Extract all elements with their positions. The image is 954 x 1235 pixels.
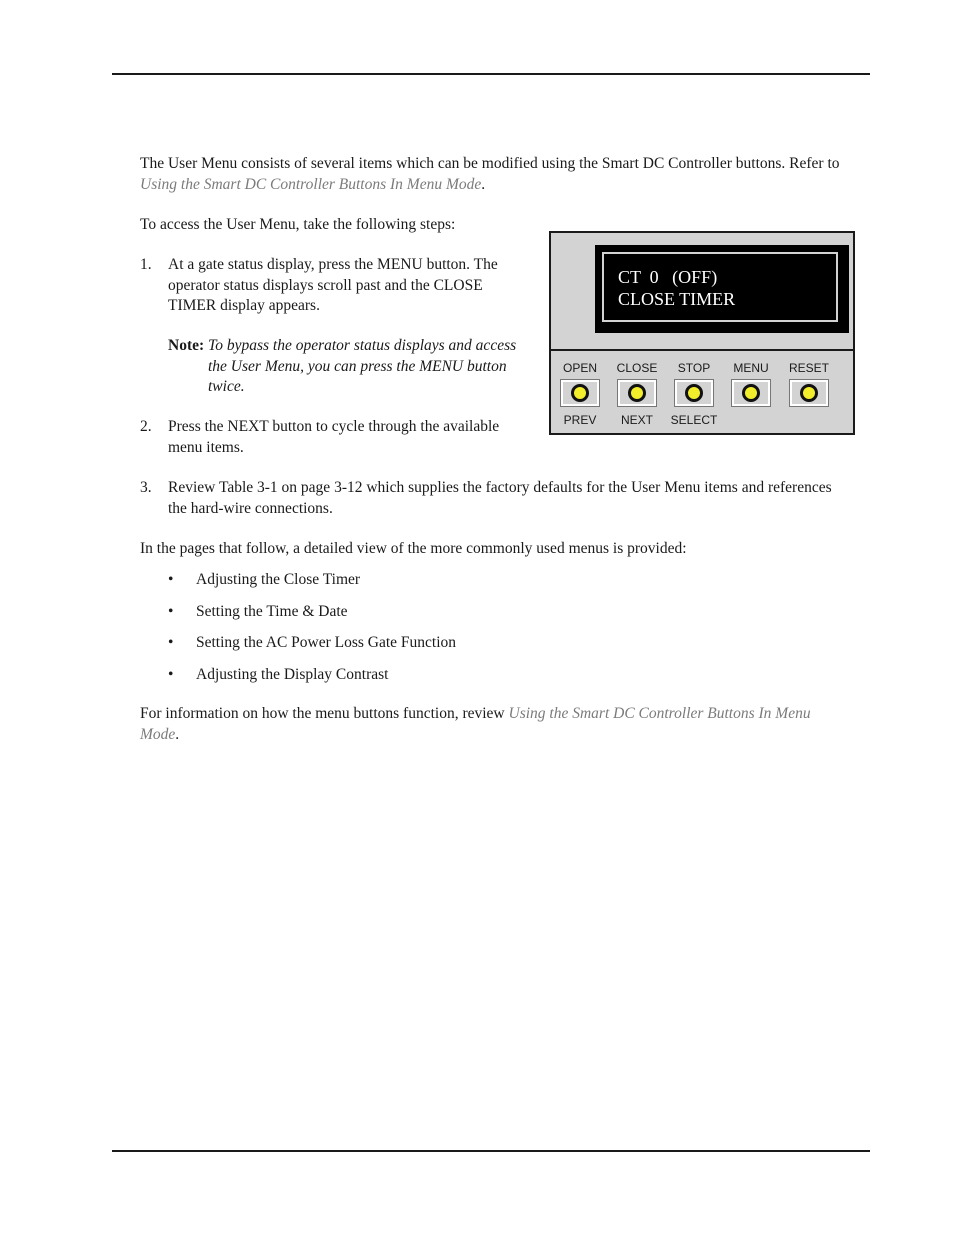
list-item: • Adjusting the Close Timer: [168, 571, 361, 588]
intro-text: The User Menu consists of several items which can be modified using the Smart DC Controller buttons. Refer to: [140, 155, 840, 172]
button-knob-icon: [571, 384, 589, 402]
open-label: OPEN: [562, 361, 597, 375]
panel-divider: [551, 349, 853, 351]
stop-button[interactable]: [675, 380, 713, 406]
button-knob-icon: [742, 384, 760, 402]
select-label: SELECT: [670, 413, 718, 427]
access-paragraph: To access the User Menu, take the following steps:: [140, 216, 456, 233]
note-label: Note:: [168, 337, 205, 354]
lcd-line-1: CT 0 (OFF): [618, 267, 718, 287]
follow-paragraph: In the pages that follow, a detailed view of the more commonly used menus is provided:: [140, 540, 687, 557]
menu-list: [168, 570, 456, 696]
note: [168, 336, 528, 398]
note-text: To bypass the operator status displays and access the User Menu, you can press the MENU button twice.: [208, 337, 517, 395]
button-knob-icon: [800, 384, 818, 402]
controller-panel: [549, 231, 855, 435]
open-button[interactable]: [561, 380, 599, 406]
list-item: • Adjusting the Display Contrast: [168, 665, 389, 683]
reset-label: RESET: [788, 361, 829, 375]
lcd-display: [595, 245, 849, 333]
prev-label: PREV: [563, 413, 597, 427]
intro-paragraph: The User Menu consists of several items which can be modified using the Smart DC Controller buttons. Refer to Using the Smart DC Controller Buttons In Menu Mode.: [140, 155, 840, 193]
close-button[interactable]: [618, 380, 656, 406]
menu-button[interactable]: [732, 380, 770, 406]
intro-link[interactable]: Using the Smart DC Controller Buttons In Menu Mode: [140, 175, 482, 193]
stop-label: STOP: [677, 361, 711, 375]
reset-button[interactable]: [790, 380, 828, 406]
menu-label: MENU: [733, 361, 769, 375]
button-knob-icon: [685, 384, 703, 402]
list-item: • Setting the AC Power Loss Gate Function: [168, 634, 457, 651]
info-link[interactable]: Using the Smart DC Controller Buttons In Menu Mode: [140, 705, 811, 743]
close-label: CLOSE: [616, 361, 658, 375]
next-label: NEXT: [620, 413, 653, 427]
footer-rule: [112, 1150, 870, 1152]
info-paragraph: For information on how the menu buttons function, review Using the Smart DC Controller Buttons In Menu Mode.: [140, 705, 811, 743]
list-item: • Setting the Time & Date: [168, 602, 348, 620]
button-knob-icon: [628, 384, 646, 402]
lcd-line-2: CLOSE TIMER: [618, 289, 736, 309]
header-rule: [112, 73, 870, 75]
